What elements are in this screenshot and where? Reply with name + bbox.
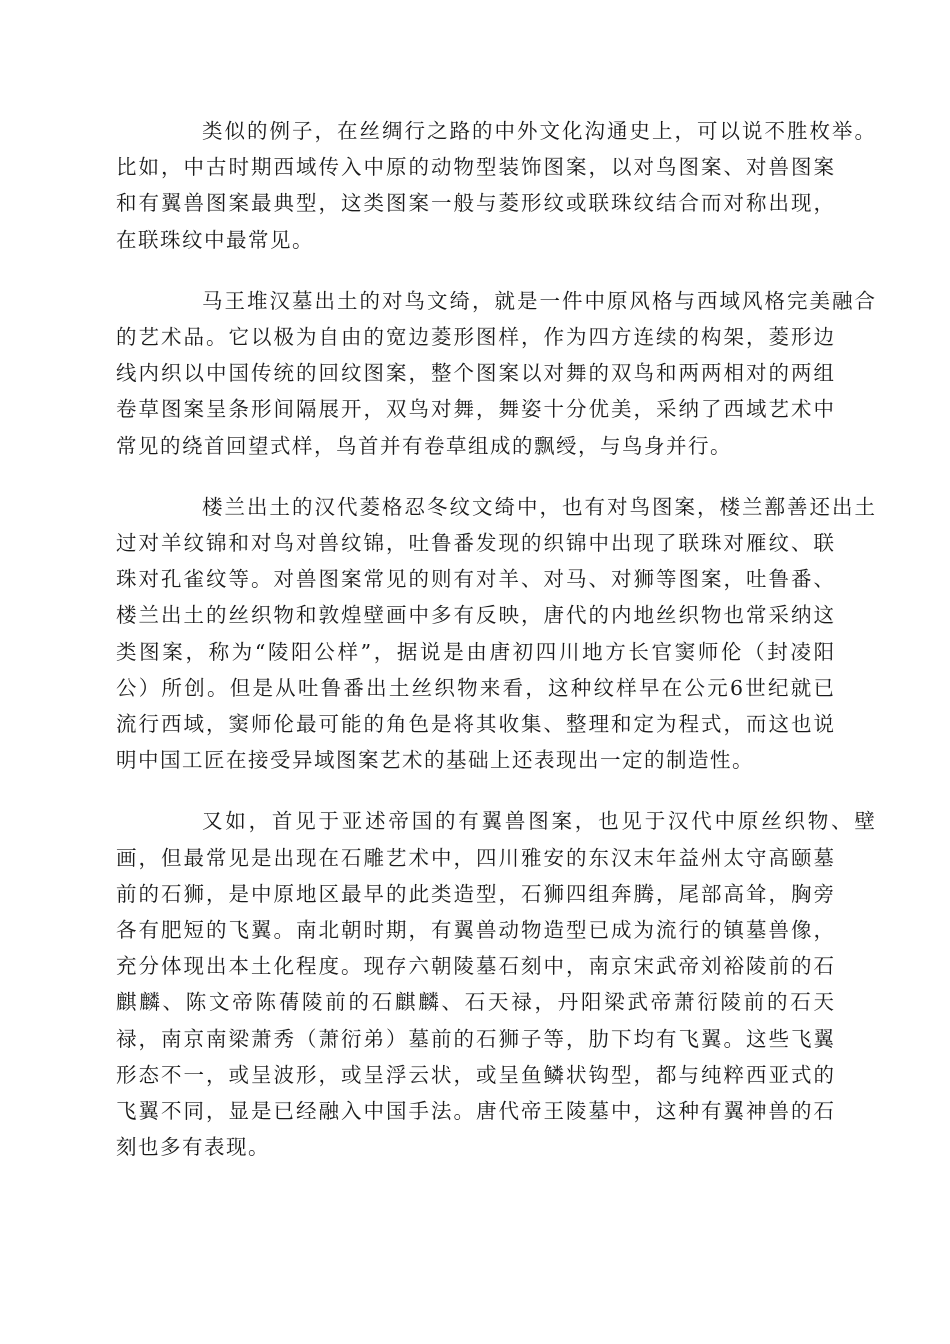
paragraph-2 — [116, 283, 877, 464]
text-line: 公）所创。但是从吐鲁番出土丝织物来看，这种纹样早在公元6世纪就已 — [116, 675, 837, 700]
text-line: 画，但最常见是出现在石雕艺术中，四川雅安的东汉末年益州太守高颐墓 — [116, 845, 836, 870]
text-line: 楼兰出土的丝织物和敦煌壁画中多有反映，唐代的内地丝织物也常采纳这 — [116, 603, 836, 628]
text-line: 常见的绕首回望式样，鸟首并有卷草组成的飘绶，与鸟身并行。 — [116, 433, 732, 458]
text-line: 类图案，称为“陵阳公样”，据说是由唐初四川地方长官窦师伦（封凌阳 — [116, 639, 837, 664]
text-line: 和有翼兽图案最典型，这类图案一般与菱形纹或联珠纹结合而对称出现， — [116, 191, 836, 216]
text-line: 前的石狮，是中原地区最早的此类造型，石狮四组奔腾，尾部高耸，胸旁 — [116, 881, 836, 906]
text-line: 线内织以中国传统的回纹图案，整个图案以对舞的双鸟和两两相对的两组 — [116, 361, 836, 386]
text-line: 明中国工匠在接受异域图案艺术的基础上还表现出一定的制造性。 — [116, 748, 754, 773]
text-line: 流行西域，窦师伦最可能的角色是将其收集、整理和定为程式，而这也说 — [116, 712, 836, 737]
text-line: 飞翼不同，显是已经融入中国手法。唐代帝王陵墓中，这种有翼神兽的石 — [116, 1099, 836, 1124]
text-line: 的艺术品。它以极为自由的宽边菱形图样，作为四方连续的构架，菱形边 — [116, 325, 836, 350]
paragraph-4 — [116, 803, 878, 1165]
text-line: 禄，南京南梁萧秀（萧衍弟）墓前的石狮子等，肋下均有飞翼。这些飞翼 — [116, 1026, 836, 1051]
text-line: 楼兰出土的汉代菱格忍冬纹文绮中，也有对鸟图案，楼兰鄯善还出土 — [202, 494, 877, 519]
text-line: 麒麟、陈文帝陈蒨陵前的石麒麟、石天禄，丹阳梁武帝萧衍陵前的石天 — [116, 990, 837, 1015]
text-line: 各有肥短的飞翼。南北朝时期，有翼兽动物造型已成为流行的镇墓兽像， — [116, 918, 836, 943]
text-line: 过对羊纹锦和对鸟对兽纹锦，吐鲁番发现的织锦中出现了联珠对雁纹、联 — [116, 531, 836, 556]
text-line: 珠对孔雀纹等。对兽图案常见的则有对羊、对马、对狮等图案，吐鲁番、 — [116, 567, 836, 592]
text-line: 类似的例子，在丝绸行之路的中外文化沟通史上，可以说不胜枚举。 — [202, 119, 877, 143]
text-line: 形态不一，或呈波形，或呈浮云状，或呈鱼鳞状钩型，都与纯粹西亚式的 — [116, 1062, 836, 1087]
paragraph-1 — [116, 113, 877, 258]
text-line: 刻也多有表现。 — [116, 1135, 270, 1160]
paragraph-3 — [116, 489, 877, 779]
text-line: 在联珠纹中最常见。 — [116, 227, 314, 252]
text-line: 卷草图案呈条形间隔展开，双鸟对舞，舞姿十分优美，采纳了西域艺术中 — [116, 397, 836, 422]
document-page — [116, 113, 878, 1190]
text-line: 充分体现出本土化程度。现存六朝陵墓石刻中，南京宋武帝刘裕陵前的石 — [116, 954, 836, 979]
text-line: 马王堆汉墓出土的对鸟文绮，就是一件中原风格与西域风格完美融合 — [202, 288, 877, 313]
text-line: 比如，中古时期西域传入中原的动物型装饰图案，以对鸟图案、对兽图案 — [116, 155, 836, 180]
text-line: 又如，首见于亚述帝国的有翼兽图案，也见于汉代中原丝织物、壁 — [202, 809, 878, 834]
